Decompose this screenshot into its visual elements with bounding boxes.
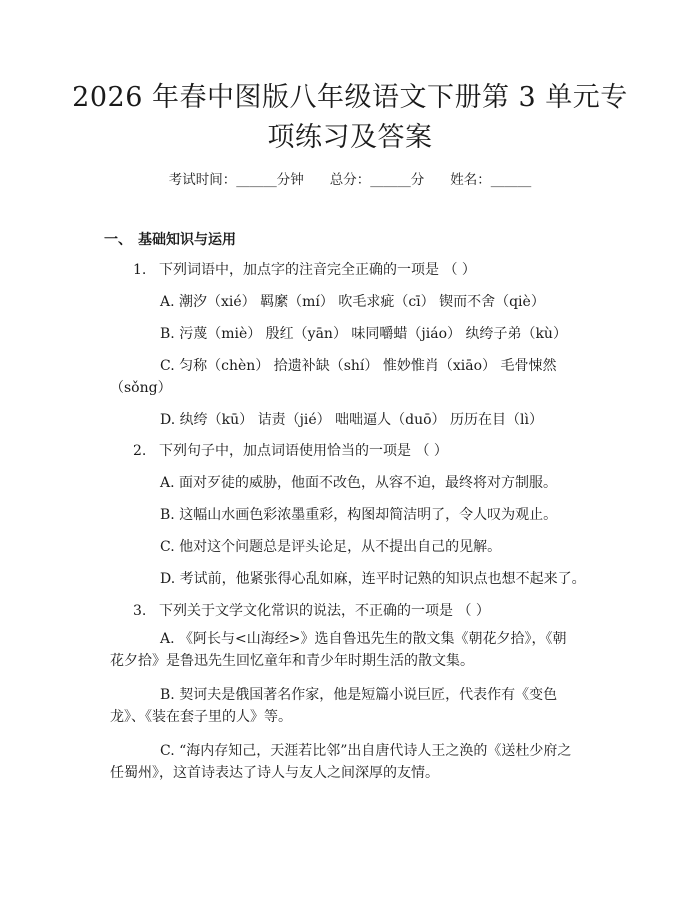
section-title: 基础知识与运用 [138, 232, 236, 248]
question-1 [133, 259, 476, 281]
question-2-option-a: A. 面对歹徒的威胁，他面不改色，从容不迫，最终将对方制服。 [160, 475, 558, 491]
question-1-option-d: D. 纨绔（kū） 诘责（jié） 咄咄逼人（duō） 历历在目（lì） [160, 412, 543, 428]
question-1-option-c: C. 匀称（chèn） 拾遗补缺（shí） 惟妙惟肖（xiāo） 毛骨悚然（sǒng） [110, 358, 557, 396]
exam-info [0, 168, 700, 188]
question-2-option-c: C. 他对这个问题总是评头论足，从不提出自己的见解。 [160, 539, 502, 555]
question-2 [133, 440, 448, 462]
exam-time: 考试时间：______分钟 [168, 172, 304, 188]
question-stem: 下列关于文学文化常识的说法，不正确的一项是 （ ） [159, 603, 490, 619]
question-number: 2. [133, 443, 147, 459]
section-heading [104, 229, 236, 249]
question-2-option-b: B. 这幅山水画色彩浓墨重彩，构图却简洁明了，令人叹为观止。 [160, 507, 558, 523]
document-title: 2026 年春中图版八年级语文下册第 3 单元专项练习及答案 [72, 82, 628, 153]
question-number: 3. [133, 603, 147, 619]
exam-score: 总分：______分 [329, 172, 425, 188]
section-number: 一、 [104, 232, 132, 248]
question-number: 1. [133, 262, 147, 278]
question-3 [133, 600, 490, 622]
question-stem: 下列句子中，加点词语使用恰当的一项是 （ ） [159, 443, 448, 459]
question-1-option-b: B. 污蔑（miè） 殷红（yān） 味同嚼蜡（jiáo） 纨绔子弟（kù） [160, 326, 567, 342]
question-3-option-c: C. “海内存知己，天涯若比邻”出自唐代诗人王之涣的《送杜少府之任蜀州》，这首诗表达了诗人与友人之间深厚的友情。 [110, 743, 572, 781]
question-stem: 下列词语中，加点字的注音完全正确的一项是 （ ） [159, 262, 476, 278]
question-3-option-a: A. 《阿长与<山海经>》选自鲁迅先生的散文集《朝花夕拾》，《朝花夕拾》是鲁迅先生回忆童年和青少年时期生活的散文集。 [110, 631, 567, 669]
question-1-option-a: A. 潮汐（xié） 羁縻（mí） 吹毛求疵（cī） 锲而不舍（qiè） [160, 294, 545, 310]
question-2-option-d: D. 考试前，他紧张得心乱如麻，连平时记熟的知识点也想不起来了。 [160, 571, 586, 587]
question-3-option-b: B. 契诃夫是俄国著名作家，他是短篇小说巨匠，代表作有《变色龙》、《装在套子里的人》等。 [110, 687, 558, 725]
student-name: 姓名：______ [450, 172, 532, 188]
